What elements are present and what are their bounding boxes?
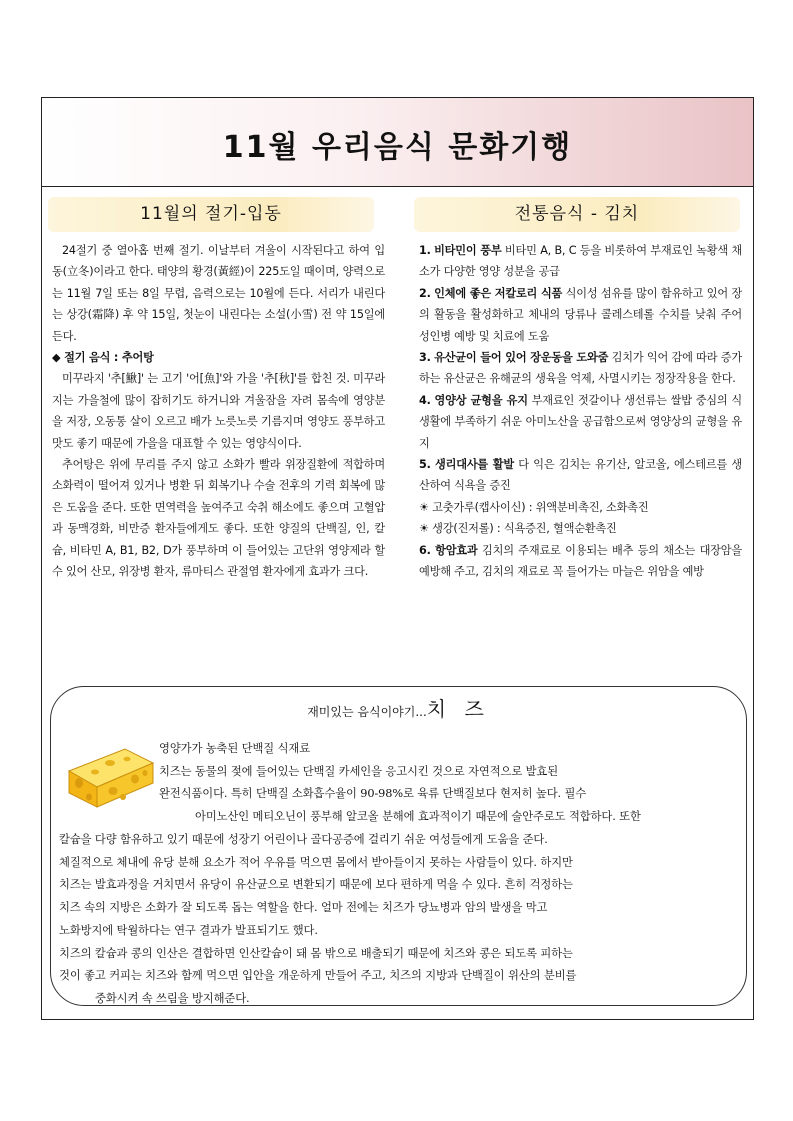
left-section-heading: 11월의 절기-입동 <box>48 197 374 232</box>
cheese-wedge-icon <box>65 745 157 809</box>
kimchi-item-5: 5. 생리대사를 활발 다 익은 김치는 유기산, 알코올, 에스테르를 생산하여 식욕을 증진 <box>419 458 742 493</box>
kimchi-item-3: 3. 유산균이 들어 있어 장운동을 도와줌 김치가 익어 감에 따라 증가하는 유산균은 유해균의 생육을 억제, 사멸시키는 정장작용을 한다. <box>419 351 742 386</box>
right-column <box>419 240 742 583</box>
seasonal-food-label: ◆ 절기 음식 : 추어탕 <box>52 351 154 365</box>
left-column <box>52 240 385 583</box>
cheese-line: 치즈는 발효과정을 거치면서 유당이 유산균으로 변환되기 때문에 보다 편하게 먹을 수 있다. 흔히 걱정하는 <box>59 878 573 892</box>
cheese-title-big: 치 즈 <box>426 697 490 721</box>
cheese-line: 중화시켜 속 쓰림을 방지해준다. <box>95 991 250 1005</box>
kimchi-sub-item-ginger: ☀ 생강(진저롤) : 식욕증진, 혈액순환촉진 <box>419 522 617 536</box>
cheese-story-title <box>51 693 746 722</box>
cheese-line: 치즈의 칼슘과 콩의 인산은 결합하면 인산칼슘이 돼 몸 밖으로 배출되기 때문에 치즈와 콩은 되도록 피하는 <box>59 946 573 960</box>
cheese-line: 완전식품이다. 특히 단백질 소화흡수율이 90-98%로 육류 단백질보다 현저히 높다. 필수 <box>159 787 587 801</box>
cheese-title-small: 재미있는 음식이야기... <box>307 705 427 719</box>
cheese-line: 칼슘을 다량 함유하고 있기 때문에 성장기 어린이나 골다공증에 걸리기 쉬운 여성들에게 도움을 준다. <box>59 833 548 846</box>
kimchi-sub-item-pepper: ☀ 고춧가루(캡사이신) : 위액분비촉진, 소화촉진 <box>419 500 649 514</box>
chueotang-paragraph-2: 추어탕은 위에 무리를 주지 않고 소화가 빨라 위장질환에 적합하며 소화력이 떨어져 있거나 병환 뒤 회복기나 수술 전후의 기력 회복에 많은 도움을 준다. 또한 면역력을 높여주고 숙취 해소에도 좋으며 고혈압과 동맥경화, 비만증 환자들에게도 좋다. 또한 양질의 단백질, 인, 칼슘, 비타민 A, B1, B2, D가 풍부하며 이 들어있는 고단위 영양제라 할 수 있어 산모, 위장병 환자, 류마티스 관절염 환자에게 효과가 크다. <box>52 458 385 579</box>
cheese-line: 영양가가 농축된 단백질 식재료 <box>159 742 311 755</box>
cheese-line: 치즈 속의 지방은 소화가 잘 되도록 돕는 역할을 한다. 얼마 전에는 치즈가 당뇨병과 암의 발생을 막고 <box>59 901 548 915</box>
ipdong-intro-paragraph: 24절기 중 열아홉 번째 절기. 이날부터 겨울이 시작된다고 하여 입동(立冬)이라고 한다. 태양의 황경(黃經)이 225도일 때이며, 양력으로는 11월 7일 또는 8일 무렵, 음력으로는 10월에 든다. 서리가 내린다는 상강(霜降) 후 약 15일, 첫눈이 내린다는 소설(小雪) 전 약 15일에 든다. <box>52 244 385 343</box>
cheese-line: 노화방지에 탁월하다는 연구 결과가 발표되기도 했다. <box>59 923 318 937</box>
kimchi-item-6: 6. 항암효과 김치의 주재료로 이용되는 배추 등의 채소는 대장암을 예방해 주고, 김치의 재료로 꼭 들어가는 마늘은 위암을 예방 <box>419 543 742 579</box>
cheese-story-box <box>50 686 747 1006</box>
cheese-line: 아미노산인 메티오닌이 풍부해 알코올 분해에 효과적이기 때문에 술안주로도 적합하다. 또한 <box>195 810 641 824</box>
kimchi-item-2: 2. 인체에 좋은 저칼로리 식품 식이성 섬유를 많이 함유하고 있어 장의 활동을 활성화하고 체내의 당류나 콜레스테롤 수치를 낮춰 주어 성인병 예방 및 치료에 도움 <box>419 286 743 343</box>
cheese-line: 것이 좋고 커피는 치즈와 함께 먹으면 입안을 개운하게 만들어 주고, 치즈의 지방과 단백질이 위산의 분비를 <box>59 969 577 983</box>
page-title: 11월 우리음식 문화기행 <box>222 130 573 165</box>
kimchi-item-4: 4. 영양상 균형을 유지 부재료인 젓갈이나 생선류는 쌀밥 중심의 식생활에 부족하기 쉬운 아미노산을 공급함으로써 영양상의 균형을 유지 <box>419 393 743 450</box>
cheese-text-bottom <box>59 829 743 1011</box>
cheese-line: 체질적으로 체내에 유당 분해 요소가 적어 우유를 먹으면 몸에서 받아들이지 못하는 사람들이 있다. 하지만 <box>59 855 573 869</box>
chueotang-paragraph-1: 미꾸라지 '추[鰍]' 는 고기 '어[魚]'와 가을 '추[秋]'를 합친 것. 미꾸라지는 가을철에 많이 잡히기도 하거니와 겨울잠을 자려 몸속에 영양분을 저장, 오동통 살이 오르고 배가 노릇노릇 기름지며 영양도 풍부하고 맛도 좋기 때문에 가을을 대표할 수 있는 영양식이다. <box>52 372 385 450</box>
title-band <box>42 98 753 187</box>
kimchi-item-1: 1. 비타민이 풍부 비타민 A, B, C 등을 비롯하여 부재료인 녹황색 채소가 다양한 영양 성분을 공급 <box>419 244 742 279</box>
right-section-heading: 전통음식 - 김치 <box>414 197 740 232</box>
cheese-line: 치즈는 동물의 젖에 들어있는 단백질 카세인을 응고시킨 것으로 자연적으로 발효된 <box>159 764 559 778</box>
page-frame <box>41 97 754 1020</box>
cheese-text-top <box>159 738 739 829</box>
